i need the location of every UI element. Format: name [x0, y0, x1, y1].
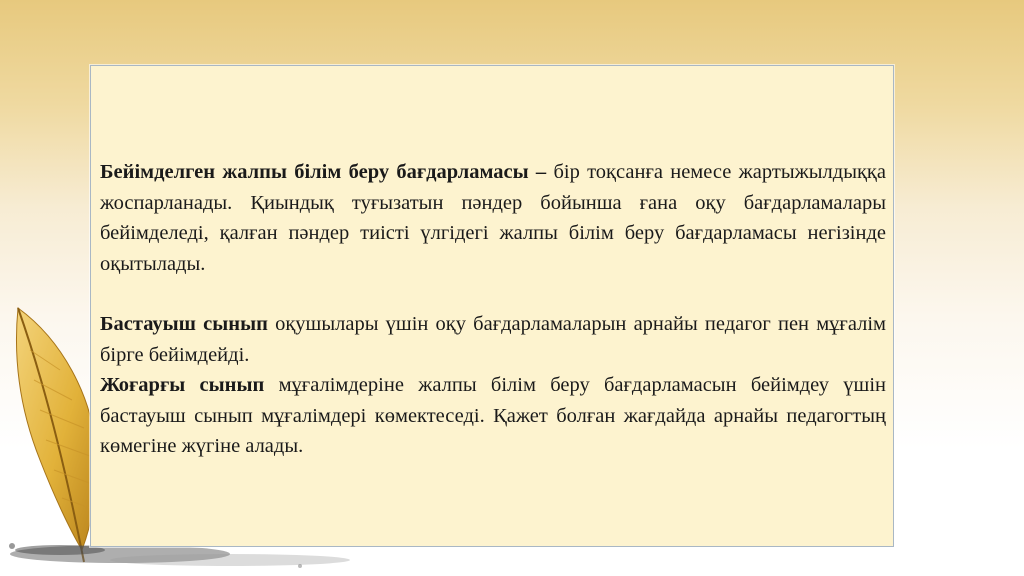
paragraph-lead: Бастауыш сынып — [100, 313, 268, 335]
paragraph-text: оқушылары үшін оқу бағдарламаларын арнайы педагог пен мұғалім бірге бейімдейді. — [100, 313, 887, 366]
paragraph-adapted-program — [100, 157, 886, 279]
paragraph-spacer — [100, 279, 886, 309]
paragraph-primary-school — [100, 309, 886, 370]
content-box — [90, 65, 894, 547]
text-area — [100, 157, 886, 462]
paragraph-lead: Бейімделген жалпы білім беру бағдарламасы – — [100, 161, 547, 183]
paragraph-lead: Жоғарғы сынып — [100, 374, 265, 396]
paragraph-text: мұғалімдеріне жалпы білім беру бағдарламасын бейімдеу үшін бастауыш сынып мұғалімдері көмектеседі. Қажет болған жағдайда арнайы педагогтың көмегіне жүгіне алады. — [100, 374, 886, 457]
paragraph-text: бір тоқсанға немесе жартыжылдыққа жоспарланады. Қиындық туғызатын пәндер бойынша ғана оқу бағдарламалары бейімделеді, қалған пәндер тиісті үлгідегі жалпы білім беру бағдарламасы негізінде оқытылады. — [100, 161, 886, 275]
paragraph-upper-school — [100, 370, 886, 462]
